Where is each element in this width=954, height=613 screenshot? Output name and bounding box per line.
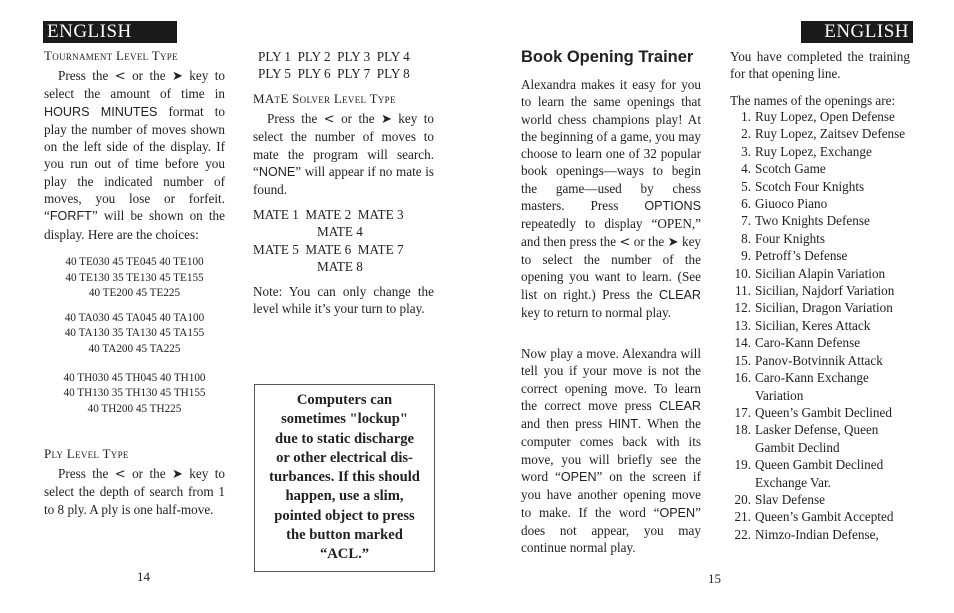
opening-name: Lasker Defense, Queen Gambit Declind — [755, 422, 879, 455]
mate-text: Press the < or the ➤ key to select the number of moves to mate the program will search. “NONE” will appear if no mate is found. — [253, 111, 434, 198]
opening-list-item — [729, 456, 919, 491]
opening-number: 6. — [741, 196, 751, 212]
left-arrow-icon: < — [114, 69, 126, 84]
mate-options: MATE 1 MATE 2 MATE 3 MATE 4 MATE 5 MATE 6 MATE 7 MATE 8 — [253, 207, 404, 274]
opening-name: Sicilian, Keres Attack — [755, 317, 871, 333]
opening-name: Sicilian Alapin Variation — [755, 265, 886, 281]
opening-list-item — [729, 508, 919, 525]
opening-number: 15. — [734, 352, 751, 368]
opening-number: 5. — [741, 178, 751, 194]
opening-name: Ruy Lopez, Exchange — [755, 143, 872, 159]
right-banner — [801, 21, 913, 43]
opening-name: Petroff’s Defense — [755, 248, 848, 264]
trainer-paragraph-2: Now play a move. Alexandra will tell you if your move is not the correct opening move. To learn the correct move press CLEAR and then press HINT. When the computer comes back with its move, you will briefly see the word “OPEN” on the screen if you have another opening move to make. If the word “OPEN” does not appear, you may continue normal play. — [521, 346, 701, 556]
opening-name: Ruy Lopez, Zaitsev Defense — [755, 126, 906, 142]
opening-number: 8. — [741, 230, 751, 246]
left-arrow-icon: < — [619, 234, 631, 250]
opening-name: Sicilian, Dragon Variation — [755, 300, 893, 316]
ta-options: 40 TA030 45 TA045 40 TA100 40 TA130 35 TA130 45 TA155 40 TA200 45 TA225 — [64, 311, 205, 355]
opening-list-item — [729, 160, 919, 177]
right-arrow-icon: ➤ — [667, 234, 679, 250]
opening-list-item — [729, 526, 919, 543]
opening-list-item — [729, 178, 919, 195]
opening-list-item — [729, 421, 919, 456]
opening-list-item — [729, 247, 919, 264]
opening-name: Nimzo-Indian Defense, — [755, 526, 879, 542]
opening-number: 22. — [734, 526, 751, 542]
opening-number: 19. — [734, 457, 751, 473]
opening-name: Slav Defense — [755, 491, 825, 507]
th-options: 40 TH030 45 TH045 40 TH100 40 TH130 35 TH130 45 TH155 40 TH200 45 TH225 — [63, 371, 206, 415]
openings-list — [729, 108, 919, 543]
opening-number: 4. — [741, 161, 751, 177]
te-options: 40 TE030 45 TE045 40 TE100 40 TE130 35 TE130 45 TE155 40 TE200 45 TE225 — [65, 255, 204, 300]
opening-list-item — [729, 404, 919, 421]
opening-number: 20. — [734, 491, 751, 507]
opening-list-item — [729, 212, 919, 229]
opening-name: Scotch Game — [755, 161, 826, 177]
left-banner — [43, 21, 177, 43]
opening-list-item — [729, 352, 919, 369]
opening-number: 7. — [741, 213, 751, 229]
completed-text: You have completed the training for that opening line. — [730, 49, 910, 82]
opening-name: Giuoco Piano — [755, 196, 828, 212]
opening-list-item — [729, 108, 919, 125]
right-banner-label: ENGLISH — [824, 21, 909, 42]
tournament-heading: Tournament Level Type — [44, 48, 178, 63]
opening-name: Queen’s Gambit Declined — [755, 404, 892, 420]
note: Note: You can only change the level while it’s your turn to play. — [253, 284, 434, 317]
opening-name: Caro-Kann Exchange Variation — [755, 370, 869, 403]
left-banner-label: ENGLISH — [47, 21, 132, 42]
tournament-section — [44, 48, 225, 417]
ply-section — [44, 446, 225, 518]
section-title: Book Opening Trainer — [521, 48, 694, 66]
warning-box: Computers can sometimes "lockup" due to static discharge or other electrical dis- turbances. If this should happen, use a slim, pointed object to press the button marked “ACL.” — [254, 384, 435, 572]
opening-number: 16. — [734, 370, 751, 386]
right-page-number: 15 — [708, 571, 721, 586]
trainer-paragraph-1: Alexandra makes it easy for you to learn the same openings that world chess champions play! At the beginning of a game, you may choose to learn one of 32 popular book openings—ways to begin the game—used by chess masters. Press OPTIONS repeatedly to display “OPEN,” and then press the < or the ➤ key to select the number of the opening you want to learn. (See list on right.) Press the CLEAR key to return to normal play. — [521, 77, 702, 320]
opening-name: Caro-Kann Defense — [755, 335, 861, 351]
opening-number: 10. — [734, 265, 751, 281]
ply-options: PLY 1 PLY 2 PLY 3 PLY 4 PLY 5 PLY 6 PLY 7 PLY 8 — [258, 49, 410, 82]
opening-list-item — [729, 125, 919, 142]
opening-number: 2. — [741, 126, 751, 142]
opening-list-item — [729, 265, 919, 282]
opening-list-item — [729, 299, 919, 316]
openings-intro: The names of the openings are: — [730, 93, 896, 108]
opening-list-item — [729, 317, 919, 334]
opening-list-item — [729, 143, 919, 160]
right-arrow-icon: ➤ — [171, 69, 183, 84]
opening-number: 1. — [741, 109, 751, 124]
mate-section — [253, 91, 434, 198]
opening-number: 9. — [741, 248, 751, 264]
right-arrow-icon: ➤ — [380, 112, 392, 127]
opening-list-item — [729, 369, 919, 404]
opening-list-item — [729, 195, 919, 212]
opening-name: Queen’s Gambit Accepted — [755, 509, 894, 525]
opening-name: Queen Gambit Declined Exchange Var. — [755, 457, 884, 490]
opening-list-item — [729, 334, 919, 351]
opening-name: Two Knights Defense — [755, 213, 870, 229]
ply-heading: Ply Level Type — [44, 446, 129, 461]
right-arrow-icon: ➤ — [171, 467, 183, 482]
opening-number: 21. — [734, 509, 751, 525]
opening-number: 11. — [735, 283, 751, 299]
opening-name: Four Knights — [755, 230, 825, 246]
opening-name: Sicilian, Najdorf Variation — [755, 283, 895, 299]
opening-list-item — [729, 491, 919, 508]
opening-list-item — [729, 230, 919, 247]
opening-name: Scotch Four Knights — [755, 178, 865, 194]
opening-number: 17. — [734, 404, 751, 420]
opening-number: 13. — [734, 317, 751, 333]
left-arrow-icon: < — [114, 467, 126, 482]
left-arrow-icon: < — [323, 112, 335, 127]
tournament-text: Press the < or the ➤ key to select the amount of time in HOURS MINUTES format to play the number of moves shown on the left side of the display. If you run out of time before you play the indicated number of moves, you lose or forfeit. “FORFT” will be shown on the display. Here are the choices: — [44, 68, 225, 242]
ply-text: Press the < or the ➤ key to select the depth of search from 1 to 8 ply. A ply is one half-move. — [44, 466, 225, 517]
opening-number: 18. — [734, 422, 751, 438]
opening-number: 12. — [734, 300, 751, 316]
opening-list-item — [729, 282, 919, 299]
opening-number: 14. — [734, 335, 751, 351]
opening-number: 3. — [741, 143, 751, 159]
left-page-number: 14 — [137, 569, 150, 584]
mate-heading: MAtE Solver Level Type — [253, 91, 396, 106]
opening-name: Panov-Botvinnik Attack — [755, 352, 883, 368]
opening-name: Ruy Lopez, Open Defense — [755, 109, 895, 124]
